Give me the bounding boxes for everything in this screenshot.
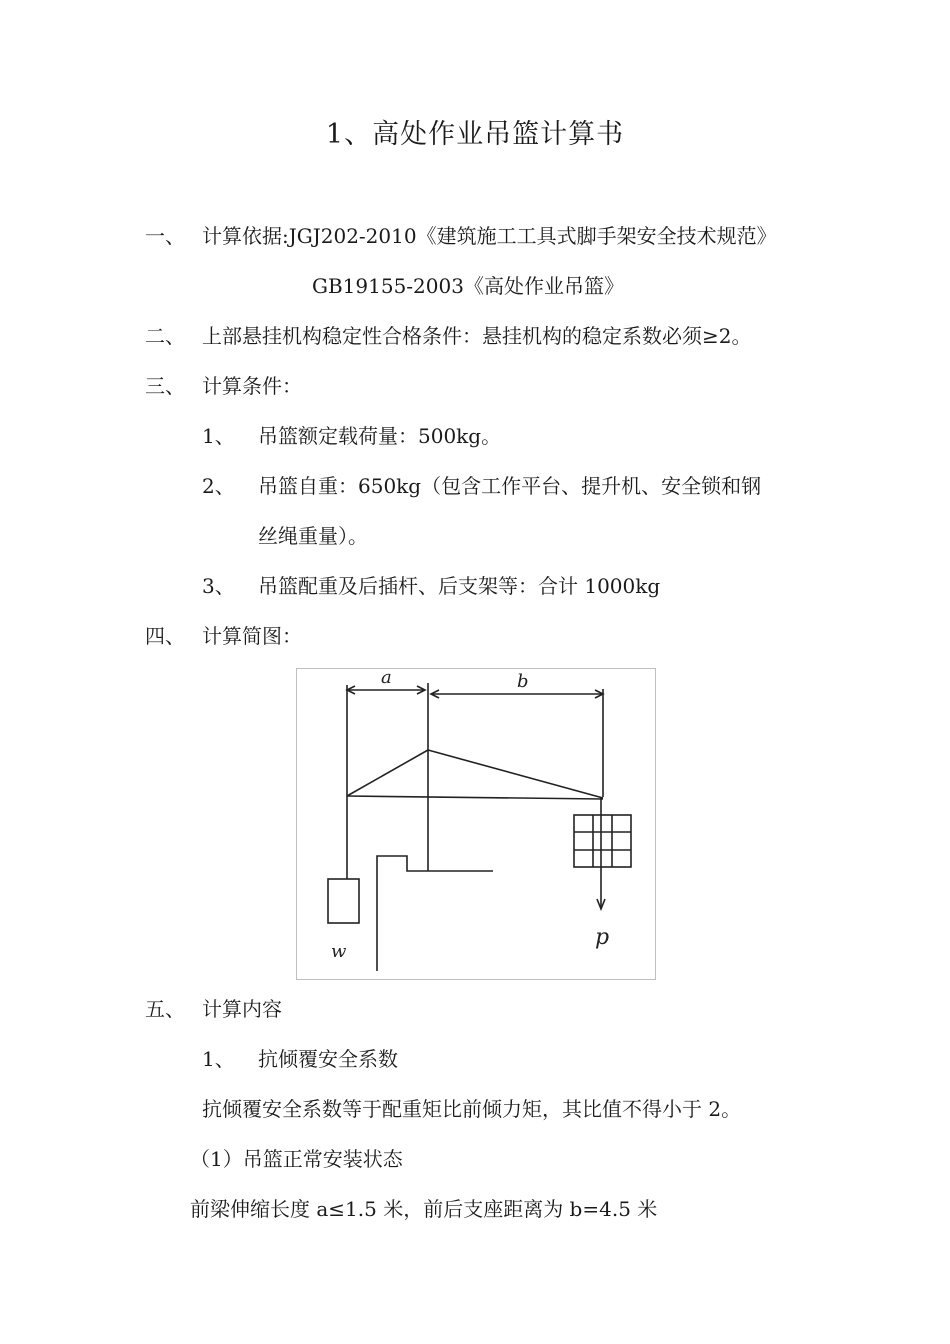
condition-2-text: 吊篮自重：650kg（包含工作平台、提升机、安全锁和钢 — [258, 474, 762, 498]
rear-tie-rod — [347, 750, 428, 796]
section-2-number: 二、 — [145, 324, 185, 348]
condition-2-continuation: 丝绳重量）。 — [258, 524, 368, 548]
front-tie-rod — [428, 750, 603, 798]
section-5-text: 计算内容 — [202, 997, 282, 1021]
condition-3-text: 吊篮配重及后插杆、后支架等：合计 1000kg — [258, 574, 661, 598]
paragraph-anti-overturning: 抗倾覆安全系数等于配重矩比前倾力矩，其比值不得小于 2。 — [202, 1097, 742, 1121]
condition-1-text: 吊篮额定载荷量：500kg。 — [258, 424, 502, 448]
section-5-number: 五、 — [145, 997, 185, 1021]
paragraph-dimensions: 前梁伸缩长度 a≤1.5 米，前后支座距离为 b=4.5 米 — [190, 1197, 658, 1221]
section-3-number: 三、 — [145, 374, 185, 398]
calculation-diagram — [296, 668, 656, 980]
section-4-text: 计算简图： — [202, 624, 302, 648]
page-title: 1、高处作业吊篮计算书 — [325, 119, 625, 150]
paragraph-normal-state: （1）吊篮正常安装状态 — [190, 1147, 403, 1171]
section-2-text: 上部悬挂机构稳定性合格条件：悬挂机构的稳定系数必须≥2。 — [202, 324, 752, 348]
condition-1-number: 1、 — [202, 424, 235, 448]
basket-grid — [574, 815, 631, 867]
label-p: p — [595, 925, 610, 950]
label-b: b — [517, 671, 529, 692]
section-1-continuation: GB19155-2003《高处作业吊篮》 — [312, 274, 624, 298]
condition-2-number: 2、 — [202, 474, 235, 498]
building-wall — [377, 856, 493, 971]
section-4-number: 四、 — [145, 624, 185, 648]
section-1-text: 计算依据:JGJ202-2010《建筑施工工具式脚手架安全技术规范》 — [202, 224, 777, 248]
section-3-text: 计算条件： — [202, 374, 302, 398]
main-beam — [347, 796, 603, 799]
counterweight-box — [328, 879, 359, 923]
section-1-number: 一、 — [145, 224, 185, 248]
content-1-number: 1、 — [202, 1047, 235, 1071]
label-a: a — [381, 667, 392, 688]
label-w: w — [331, 941, 347, 962]
content-1-text: 抗倾覆安全系数 — [258, 1047, 398, 1071]
condition-3-number: 3、 — [202, 574, 235, 598]
